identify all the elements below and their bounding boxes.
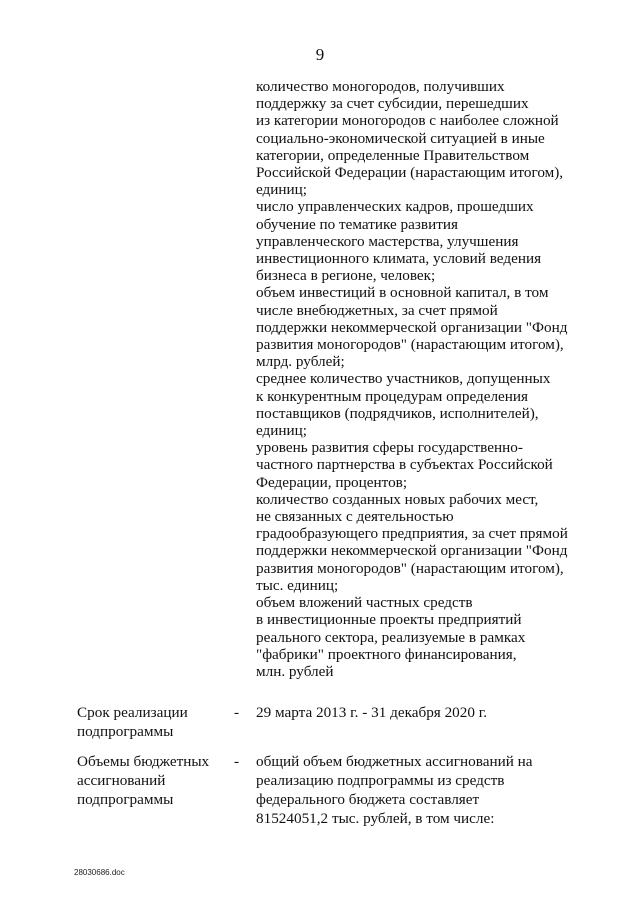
indicator-line: развития моногородов" (нарастающим итогом), [256,336,564,354]
indicator-line: поддержки некоммерческой организации "Фонд [256,318,568,336]
indicator-line: количество моногородов, получивших [256,78,505,95]
indicator-line: Федерации, процентов; [256,473,408,491]
indicator-line: социально-экономической ситуацией в иные [256,129,545,147]
budget-label-line: Объемы бюджетных [77,753,210,770]
term-dash: - [234,704,240,721]
indicator-line: к конкурентным процедурам определения [256,387,529,405]
indicator-line: числе внебюджетных, за счет прямой [256,301,498,319]
term-label-line: подпрограммы [77,723,174,740]
page-number: 9 [315,45,325,64]
indicator-line: объем инвестиций в основной капитал, в том [256,284,549,302]
indicator-line: категории, определенные Правительством [256,146,530,164]
budget-value-line: реализацию подпрограммы из средств [256,772,505,789]
indicator-line: частного партнерства в субъектах Российской [256,456,553,474]
document-filename: 28030686.doc [74,868,125,877]
indicator-line: млн. рублей [256,662,334,680]
indicator-line: объем вложений частных средств [256,594,473,612]
budget-value-line: федерального бюджета составляет [256,791,480,808]
indicator-line: из категории моногородов с наиболее сложной [256,112,559,130]
indicator-line: бизнеса в регионе, человек; [256,267,436,285]
indicator-line: среднее количество участников, допущенных [256,370,551,388]
indicator-line: поставщиков (подрядчиков, исполнителей), [256,404,539,422]
indicator-line: единиц; [256,181,307,199]
budget-value-line: общий объем бюджетных ассигнований на [256,753,533,770]
term-value-line: 29 марта 2013 г. - 31 декабря 2020 г. [256,704,488,721]
term-label [77,703,227,741]
term-label-line: Срок реализации [77,704,188,721]
indicator-line: в инвестиционные проекты предприятий [256,611,522,629]
indicator-line: Российской Федерации (нарастающим итогом), [256,164,564,182]
indicator-line: единиц; [256,422,307,440]
indicator-line: инвестиционного климата, условий ведения [256,250,542,268]
budget-label-line: ассигнований [77,772,166,789]
indicator-line: поддержки некоммерческой организации "Фонд [256,542,568,560]
indicator-line: градообразующего предприятия, за счет прямой [256,525,568,543]
budget-label-line: подпрограммы [77,791,174,808]
indicator-line: тыс. единиц; [256,576,339,594]
indicator-line: число управленческих кадров, прошедших [256,198,534,216]
budget-value-line: 81524051,2 тыс. рублей, в том числе: [256,810,495,827]
budget-dash: - [234,753,240,770]
indicator-line: уровень развития сферы государственно- [256,439,523,457]
indicator-line: "фабрики" проектного финансирования, [256,645,517,663]
indicator-line: не связанных с деятельностью [256,508,454,526]
indicator-list [256,78,596,680]
indicator-line: млрд. рублей; [256,353,345,371]
indicator-line: развития моногородов" (нарастающим итогом), [256,559,564,577]
term-value [256,703,596,722]
indicator-line: обучение по тематике развития [256,215,458,233]
indicator-line: поддержку за счет субсидии, перешедших [256,95,529,113]
budget-label [77,752,227,809]
indicator-line: управленческого мастерства, улучшения [256,232,519,250]
budget-value [256,752,596,828]
indicator-line: количество созданных новых рабочих мест, [256,490,539,508]
indicator-line: реального сектора, реализуемые в рамках [256,628,526,646]
